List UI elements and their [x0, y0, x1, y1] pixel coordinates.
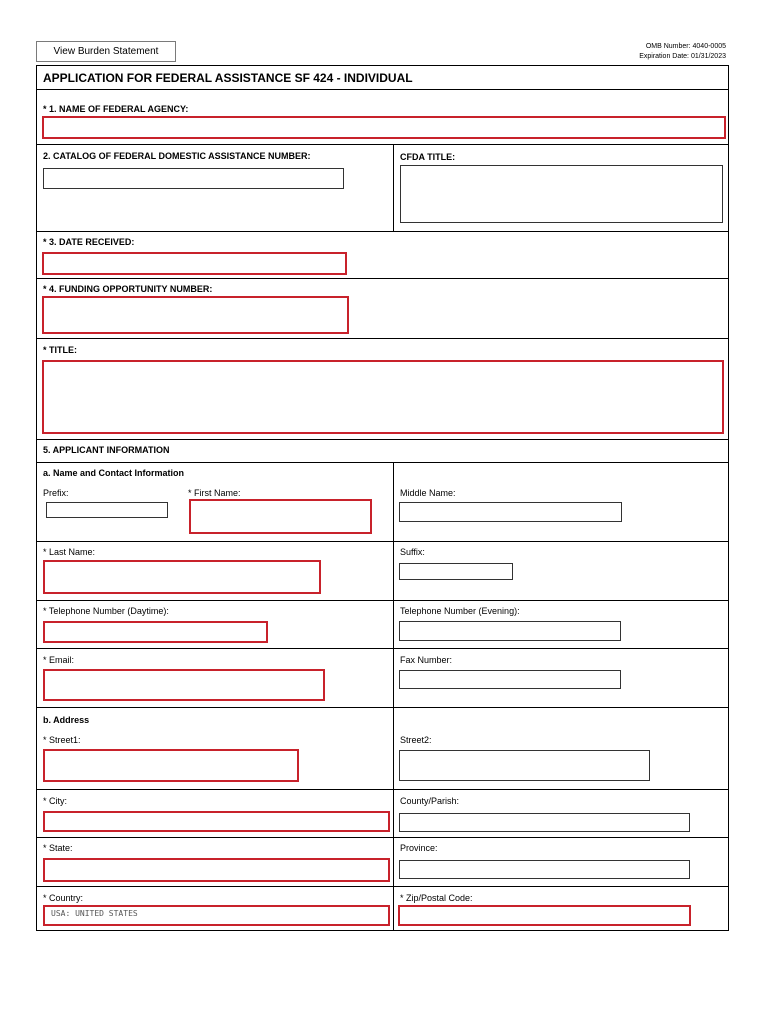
omb-number: OMB Number: 4040-0005 [645, 43, 726, 50]
agency-input[interactable] [42, 116, 726, 139]
divider-street-row [36, 789, 729, 790]
first-name-input[interactable] [189, 499, 372, 534]
prefix-input[interactable] [46, 502, 168, 518]
phone-daytime-input[interactable] [43, 621, 268, 643]
zip-input[interactable] [398, 905, 691, 926]
fax-input[interactable] [399, 670, 621, 689]
prefix-label: Prefix: [43, 488, 69, 498]
divider-state-row [36, 886, 729, 887]
cfda-number-input[interactable] [43, 168, 344, 189]
divider-cfda-column [393, 144, 394, 231]
street2-label: Street2: [400, 735, 432, 745]
date-received-input[interactable] [42, 252, 347, 275]
suffix-label: Suffix: [400, 547, 425, 557]
title-label: * TITLE: [43, 345, 77, 355]
divider-date [36, 278, 729, 279]
email-label: * Email: [43, 655, 75, 665]
state-select[interactable] [43, 858, 390, 882]
divider-applicant-column [393, 462, 394, 931]
last-name-input[interactable] [43, 560, 321, 594]
divider-agency [36, 144, 729, 145]
suffix-input[interactable] [399, 563, 513, 580]
city-input[interactable] [43, 811, 390, 832]
divider-funding [36, 338, 729, 339]
funding-opportunity-label: * 4. FUNDING OPPORTUNITY NUMBER: [43, 284, 213, 294]
address-section-heading: b. Address [43, 715, 90, 725]
divider-title [36, 89, 729, 90]
divider-phone-row [36, 648, 729, 649]
funding-opportunity-input[interactable] [42, 296, 349, 334]
form-title: APPLICATION FOR FEDERAL ASSISTANCE SF 424 - INDIVIDUAL [43, 71, 413, 85]
divider-applicant [36, 462, 729, 463]
country-select[interactable]: USA: UNITED STATES [43, 905, 390, 926]
country-label: * Country: [43, 893, 84, 903]
phone-daytime-label: * Telephone Number (Daytime): [43, 606, 169, 616]
last-name-label: * Last Name: [43, 547, 96, 557]
province-label: Province: [400, 843, 438, 853]
phone-evening-input[interactable] [399, 621, 621, 641]
email-input[interactable] [43, 669, 325, 701]
state-label: * State: [43, 843, 73, 853]
cfda-title-input[interactable] [400, 165, 723, 223]
divider-name-row [36, 541, 729, 542]
city-label: * City: [43, 796, 68, 806]
divider-email-row [36, 707, 729, 708]
contact-section-heading: a. Name and Contact Information [43, 468, 185, 478]
divider-city-row [36, 837, 729, 838]
applicant-section-heading: 5. APPLICANT INFORMATION [43, 445, 170, 455]
street1-label: * Street1: [43, 735, 81, 745]
middle-name-input[interactable] [399, 502, 622, 522]
cfda-number-label: 2. CATALOG OF FEDERAL DOMESTIC ASSISTANCE NUMBER: [43, 151, 311, 161]
phone-evening-label: Telephone Number (Evening): [400, 606, 520, 616]
fax-label: Fax Number: [400, 655, 453, 665]
province-input[interactable] [399, 860, 690, 879]
expiration-date: Expiration Date: 01/31/2023 [639, 53, 726, 60]
zip-label: * Zip/Postal Code: [400, 893, 473, 903]
middle-name-label: Middle Name: [400, 488, 456, 498]
view-burden-statement-button[interactable]: View Burden Statement [36, 41, 176, 62]
street2-input[interactable] [399, 750, 650, 781]
county-label: County/Parish: [400, 796, 460, 806]
county-input[interactable] [399, 813, 690, 832]
street1-input[interactable] [43, 749, 299, 782]
divider-lastname-row [36, 600, 729, 601]
cfda-title-label: CFDA TITLE: [400, 152, 456, 162]
date-received-label: * 3. DATE RECEIVED: [43, 237, 135, 247]
agency-label: * 1. NAME OF FEDERAL AGENCY: [43, 104, 189, 114]
divider-title-field [36, 439, 729, 440]
title-input[interactable] [42, 360, 724, 434]
divider-cfda [36, 231, 729, 232]
first-name-label: * First Name: [188, 488, 241, 498]
